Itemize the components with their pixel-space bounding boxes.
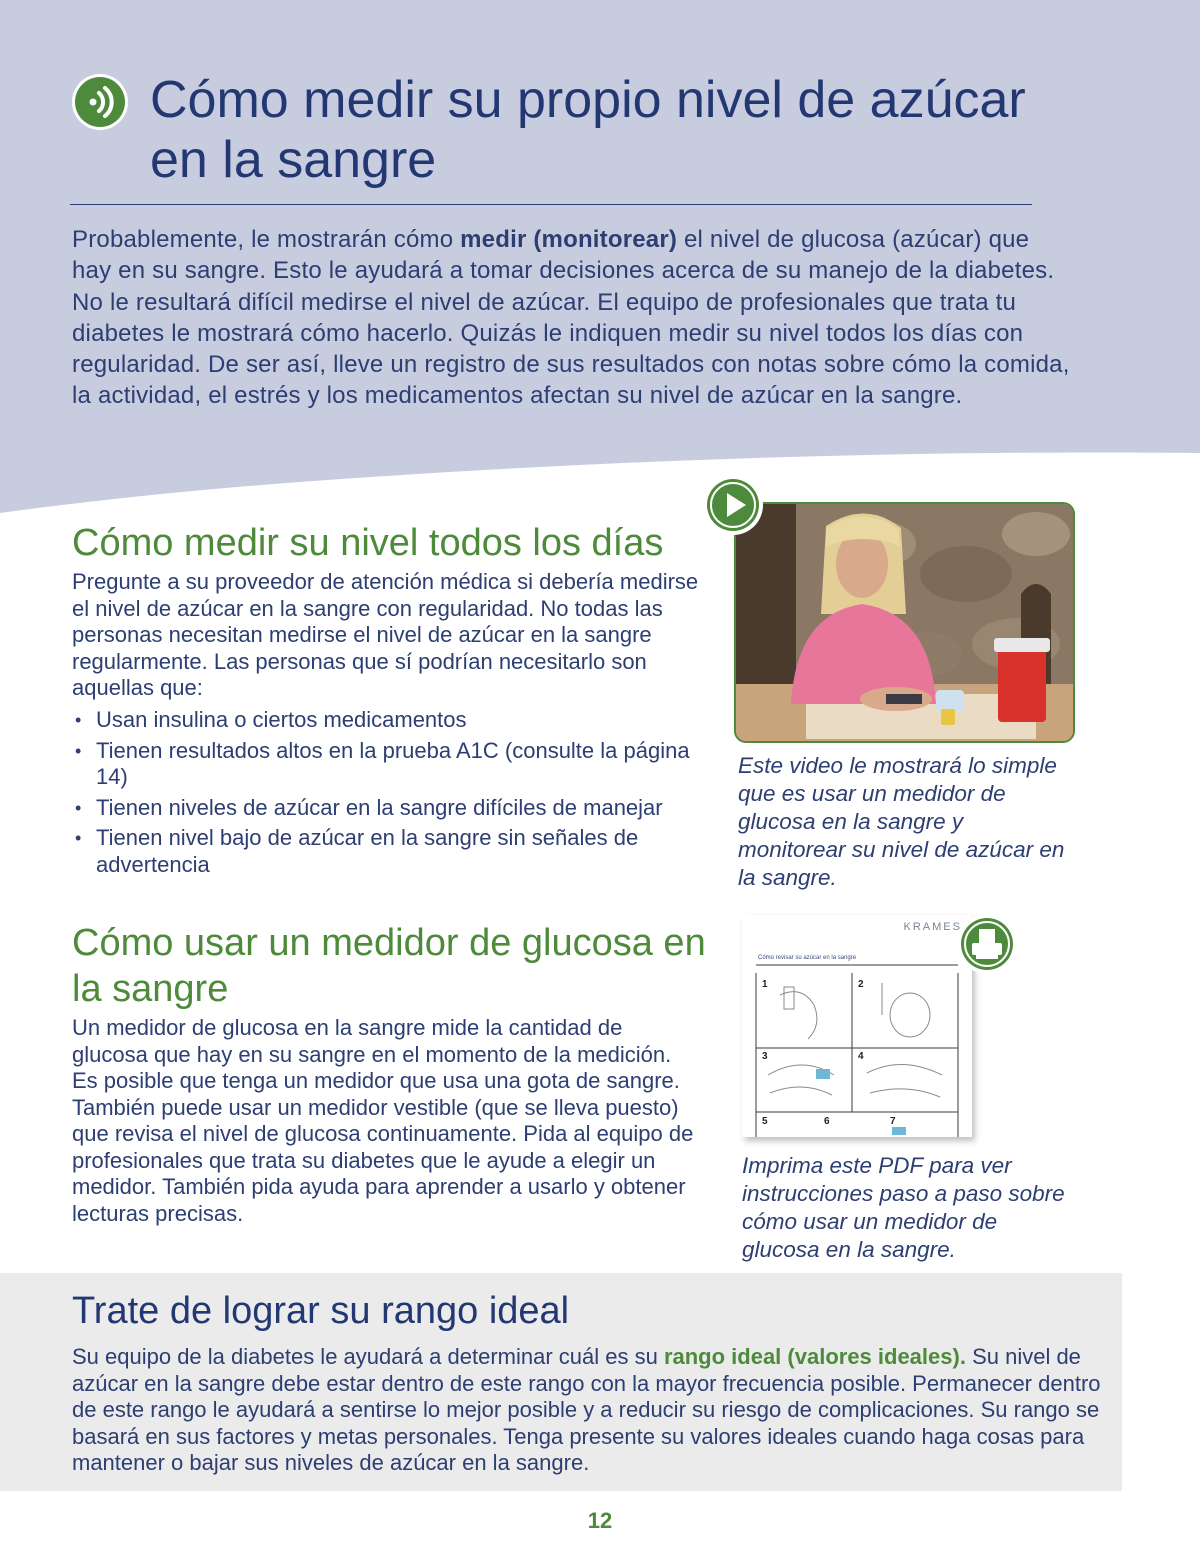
intro-text-end: el nivel de glucosa (azúcar) que hay en su sangre. Esto le ayudará a tomar decisiones acerca de su manejo de la diabetes. No le resultará difícil medirse el nivel de azúcar. El equipo de profesionales que trata tu diabetes le mostrará cómo hacerlo. Quizás le indiquen medir su nivel todos los días con regularidad. De ser así, lleve un registro de sus resultados con notas sobre cómo la comida, la actividad, el estrés y los medicamentos afectan su nivel de azúcar en la sangre. <box>72 226 1070 410</box>
pdf-step-number: 5 <box>762 1116 768 1127</box>
list-item: • Tienen niveles de azúcar en la sangre difíciles de manejar <box>72 795 692 822</box>
video-thumbnail[interactable] <box>734 502 1075 743</box>
pdf-step-number: 7 <box>890 1116 896 1127</box>
intro-bold-term: medir (monitorear) <box>460 226 678 253</box>
pdf-step-number: 3 <box>762 1051 768 1062</box>
daily-paragraph: Pregunte a su proveedor de atención médica si debería medirse el nivel de azúcar en la sangre con regularidad. No todas las personas necesitan medirse el nivel de azúcar en la sangre regularmente. Las personas que sí podrían necesitarlo son aquellas que: <box>72 569 699 700</box>
list-item: • Usan insulina o ciertos medicamentos <box>72 707 692 734</box>
audio-icon[interactable] <box>70 72 130 132</box>
range-bold-term: rango ideal (valores ideales). <box>663 1344 966 1369</box>
range-paragraph <box>72 1344 1112 1477</box>
intro-paragraph <box>72 224 1072 412</box>
list-item: • Tienen nivel bajo de azúcar en la sangre sin señales de advertencia <box>72 825 692 878</box>
pdf-thumbnail[interactable] <box>742 915 972 1137</box>
range-text-start: Su equipo de la diabetes le ayudará a determinar cuál es su <box>72 1344 664 1369</box>
intro-text-start: Probablemente, le mostrarán cómo <box>72 226 461 253</box>
meter-heading: Cómo usar un medidor de glucosa en la sangre <box>72 922 706 1010</box>
play-icon[interactable] <box>702 474 764 536</box>
pdf-brand-logo: KRAMES <box>903 921 962 933</box>
print-icon[interactable] <box>956 913 1018 975</box>
meter-paragraph: Un medidor de glucosa en la sangre mide la cantidad de glucosa que hay en su sangre en el momento de la medición. Es posible que tenga un medidor que usa una gota de sangre. También puede usar un medidor vestible (que se lleva puesto) que revisa el nivel de glucosa continuamente. Pida al equipo de profesionales que trata su diabetes que le ayude a elegir un medidor. También pida ayuda para aprender a usarlo y obtener lecturas precisas. <box>72 1015 694 1226</box>
video-caption: Este video le mostrará lo simple que es usar un medidor de glucosa en la sangre y monitorear su nivel de azúcar en la sangre. <box>738 753 1065 890</box>
daily-heading: Cómo medir su nivel todos los días <box>72 522 664 564</box>
pdf-step-number: 6 <box>824 1116 830 1127</box>
pdf-step-number: 4 <box>858 1051 864 1062</box>
range-heading: Trate de lograr su rango ideal <box>72 1290 570 1332</box>
pdf-step-number: 2 <box>858 979 864 990</box>
range-text-end: Su nivel de azúcar en la sangre debe estar dentro de este rango con la mayor frecuencia posible. Permanecer dentro de este rango le ayudará a sentirse lo mejor posible y a reducir su riesgo de complicaciones. Su rango se basará en sus factores y metas personales. Tenga presente su valores ideales cuando haga cosas para mantener o bajar sus niveles de azúcar en la sangre. <box>72 1344 1101 1475</box>
page-title: Cómo medir su propio nivel de azúcar en la sangre <box>150 71 1026 189</box>
pdf-caption: Imprima este PDF para ver instrucciones paso a paso sobre cómo usar un medidor de glucosa en la sangre. <box>742 1153 1065 1262</box>
title-divider <box>70 204 1032 205</box>
page-number: 12 <box>587 1508 613 1533</box>
pdf-document-title: Cómo revisar su azúcar en la sangre <box>758 955 857 961</box>
daily-bullet-list <box>72 707 692 882</box>
pdf-step-number: 1 <box>762 979 768 990</box>
list-item: • Tienen resultados altos en la prueba A1C (consulte la página 14) <box>72 738 692 791</box>
